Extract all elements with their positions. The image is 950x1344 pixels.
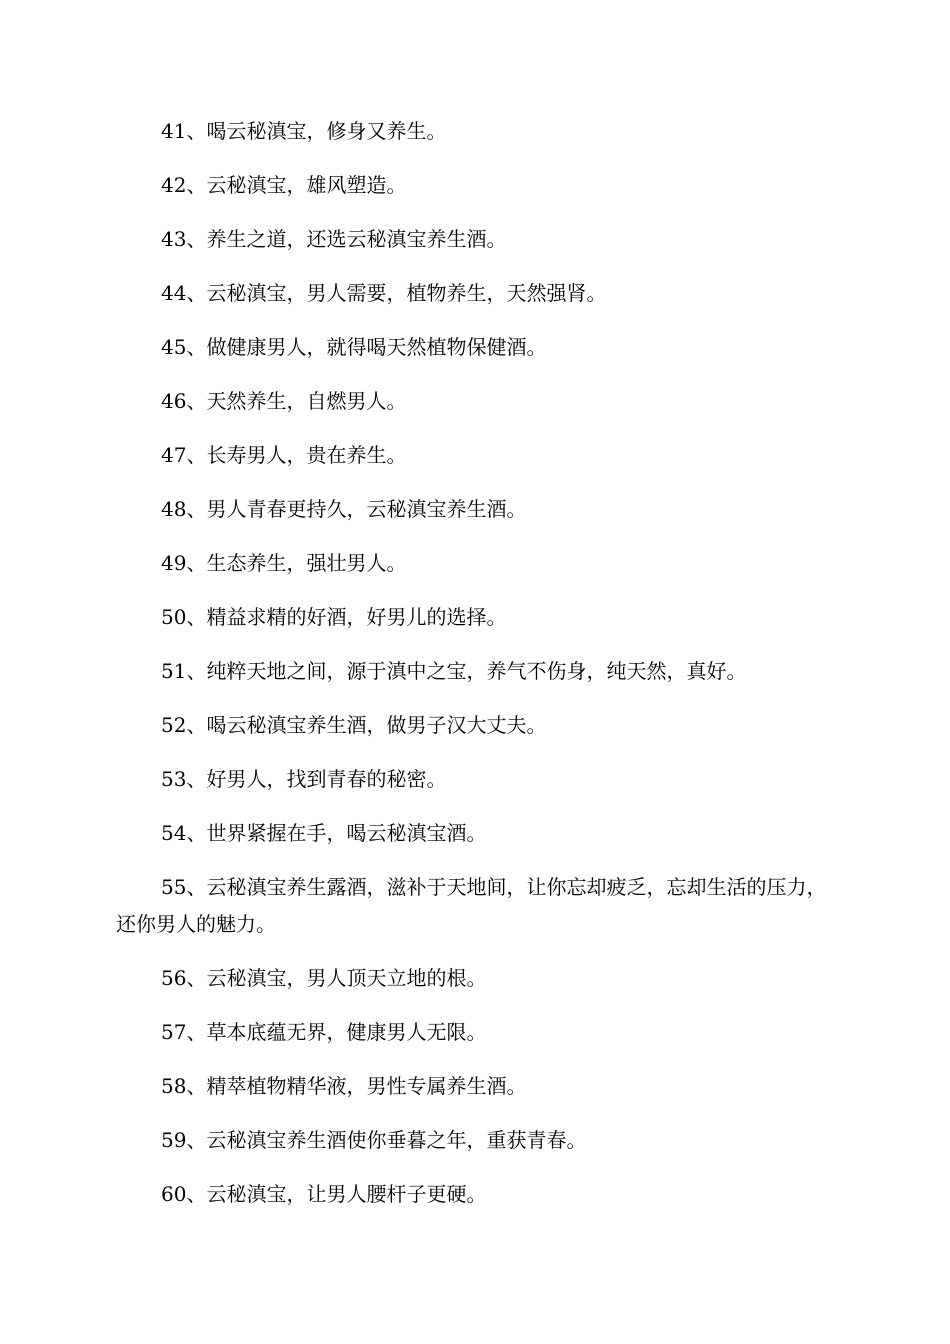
list-item: 48、男人青春更持久，云秘滇宝养生酒。	[161, 497, 527, 521]
list-item: 58、精萃植物精华液，男性专属养生酒。	[161, 1074, 527, 1098]
list-item: 47、长寿男人，贵在养生。	[161, 443, 407, 467]
list-item: 57、草本底蕴无界，健康男人无限。	[161, 1020, 487, 1044]
list-item: 43、养生之道，还选云秘滇宝养生酒。	[161, 227, 507, 251]
list-item: 49、生态养生，强壮男人。	[161, 551, 407, 575]
list-item: 60、云秘滇宝，让男人腰杆子更硬。	[161, 1182, 487, 1206]
list-item: 44、云秘滇宝，男人需要，植物养生，天然强肾。	[161, 281, 607, 305]
list-item: 54、世界紧握在手，喝云秘滇宝酒。	[161, 821, 487, 845]
list-item: 52、喝云秘滇宝养生酒，做男子汉大丈夫。	[161, 713, 547, 737]
list-item: 56、云秘滇宝，男人顶天立地的根。	[161, 966, 487, 990]
list-item: 59、云秘滇宝养生酒使你垂暮之年，重获青春。	[161, 1128, 587, 1152]
document-body	[116, 113, 834, 1230]
list-item: 53、好男人，找到青春的秘密。	[161, 767, 447, 791]
list-item: 45、做健康男人，就得喝天然植物保健酒。	[161, 335, 547, 359]
list-item: 46、天然养生，自燃男人。	[161, 389, 407, 413]
list-item: 41、喝云秘滇宝，修身又养生。	[161, 119, 447, 143]
list-item: 50、精益求精的好酒，好男儿的选择。	[161, 605, 507, 629]
list-item: 51、纯粹天地之间，源于滇中之宝，养气不伤身，纯天然，真好。	[161, 659, 747, 683]
list-item: 55、云秘滇宝养生露酒，滋补于天地间，让你忘却疲乏，忘却生活的压力，还你男人的魅力。	[116, 875, 827, 936]
list-item: 42、云秘滇宝，雄风塑造。	[161, 173, 407, 197]
